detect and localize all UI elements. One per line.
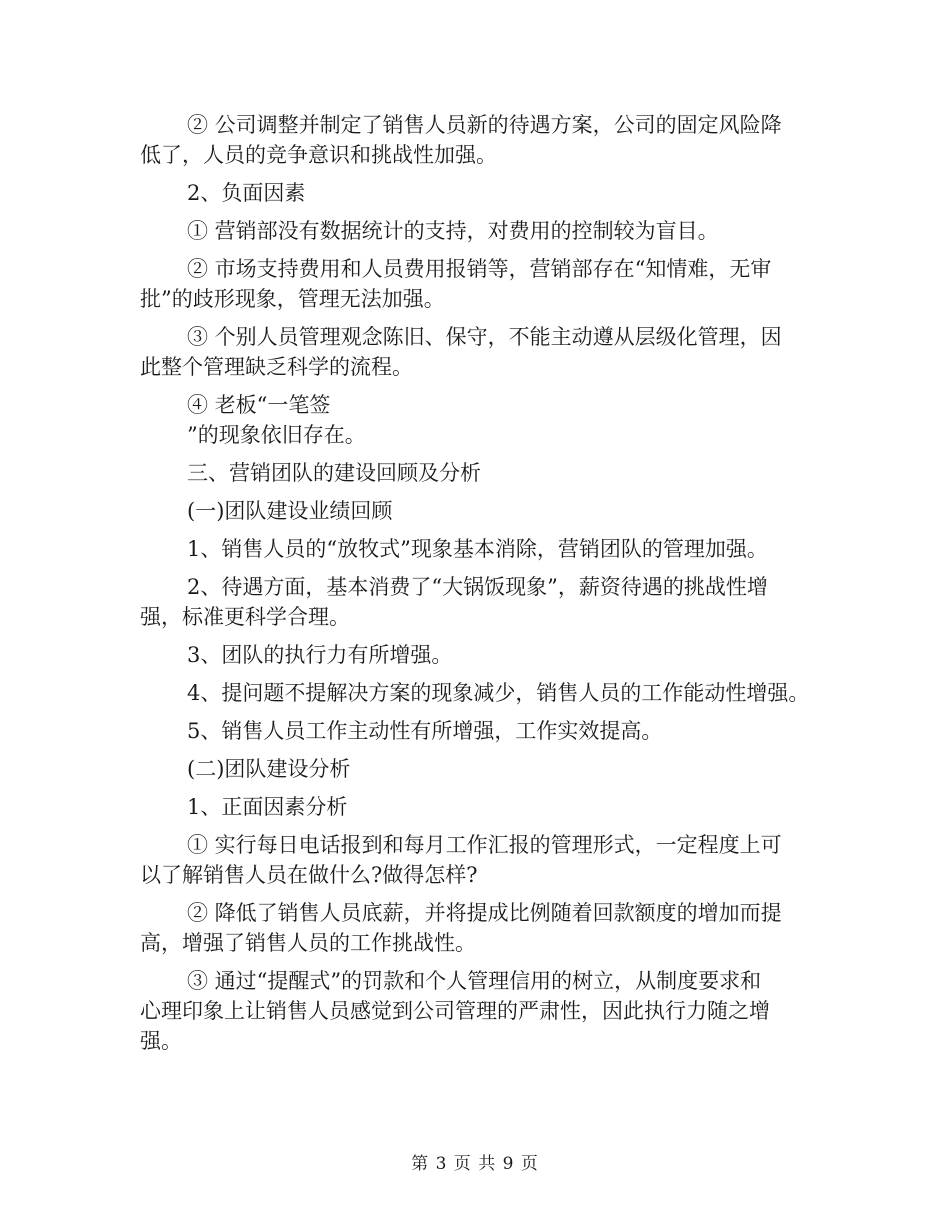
paragraph-line: 2、待遇方面，基本消费了“大锅饭现象”，薪资待遇的挑战性增	[187, 575, 768, 599]
paragraph-line: ④ 老板“一笔签	[187, 393, 331, 417]
subsection-heading: (一)团队建设业绩回顾	[187, 499, 393, 523]
paragraph-line: ② 降低了销售人员底薪，并将提成比例随着回款额度的增加而提	[187, 901, 782, 925]
paragraph-line: 以了解销售人员在做什么?做得怎样?	[140, 863, 478, 887]
section-heading: 1、正面因素分析	[187, 795, 348, 819]
paragraph-line: 1、销售人员的“放牧式”现象基本消除，营销团队的管理加强。	[187, 537, 768, 561]
paragraph-line: 批”的歧形现象，管理无法加强。	[140, 287, 445, 311]
document-body	[140, 110, 820, 1056]
paragraph-line: 5、销售人员工作主动性有所增强，工作实效提高。	[187, 719, 663, 743]
subsection-heading: (二)团队建设分析	[187, 757, 351, 781]
paragraph-line: ② 公司调整并制定了销售人员新的待遇方案，公司的固定风险降	[187, 113, 782, 137]
section-heading: 三、营销团队的建设回顾及分析	[187, 461, 481, 485]
paragraph-line: ③ 通过“提醒式”的罚款和个人管理信用的树立，从制度要求和	[187, 969, 762, 993]
paragraph-line: ② 市场支持费用和人员费用报销等，营销部存在“知情难，无审	[187, 257, 772, 281]
paragraph-line: ③ 个别人员管理观念陈旧、保守，不能主动遵从层级化管理，因	[187, 325, 782, 349]
paragraph-line: ① 实行每日电话报到和每月工作汇报的管理形式，一定程度上可	[187, 833, 782, 857]
paragraph-line: 强，标准更科学合理。	[140, 605, 350, 629]
page-number-footer: 第 3 页 共 9 页	[411, 1154, 539, 1174]
paragraph-line: 高，增强了销售人员的工作挑战性。	[140, 931, 476, 955]
paragraph-line: 低了，人员的竞争意识和挑战性加强。	[140, 143, 497, 167]
paragraph-line: ① 营销部没有数据统计的支持，对费用的控制较为盲目。	[187, 219, 719, 243]
paragraph-line: 心理印象上让销售人员感觉到公司管理的严肃性，因此执行力随之增	[140, 999, 770, 1023]
paragraph-line: ”的现象依旧存在。	[187, 423, 366, 447]
paragraph-line: 强。	[140, 1029, 182, 1053]
paragraph-line: 3、团队的执行力有所增强。	[187, 643, 453, 667]
paragraph-line: 4、提问题不提解决方案的现象减少，销售人员的工作能动性增强。	[187, 681, 810, 705]
paragraph-line: 此整个管理缺乏科学的流程。	[140, 355, 413, 379]
section-heading: 2、负面因素	[187, 181, 306, 205]
